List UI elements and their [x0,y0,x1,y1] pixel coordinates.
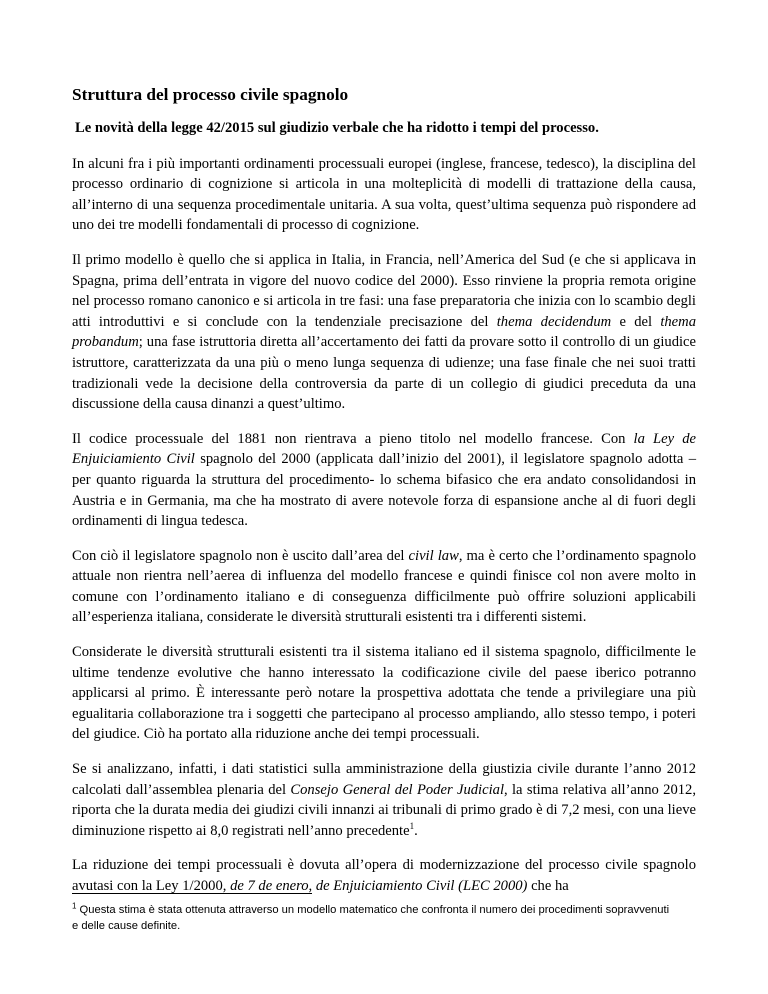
footnote-text: Questa stima è stata ottenuta attraverso un modello matematico che confronta il numero dei procedimenti sopravvenuti e delle cause definite. [72,904,670,932]
footnote-reference[interactable]: 1 [409,820,415,831]
footnote-divider [72,893,312,894]
paragraph-5: Considerate le diversità strutturali esistenti tra il sistema italiano ed il sistema spagnolo, difficilmente le ultime tendenze evolutive che hanno interessato la codificazione civile del paese iberico potranno applicarsi al primo. È interessante però notare la prospettiva adottata che tende a privilegiare una più egualitaria collaborazione tra i soggetti che partecipano al processo ampliando, allo stesso tempo, i poteri del giudice. Ciò ha portato alla riduzione anche dei tempi processuali. [72,644,696,743]
paragraph-1: In alcuni fra i più importanti ordinamenti processuali europei (inglese, francese, tedesco), la disciplina del processo ordinario di cognizione si articola in una molteplicità di modelli di trattazione della causa, all’interno di una sequenza procedimentale unitaria. A sua volta, quest’ultima sequenza può rispondere ad uno dei tre modelli fondamentali di processo di cognizione. [72,155,696,234]
paragraph-3: Il codice processuale del 1881 non rientrava a pieno titolo nel modello francese. Con la Ley de Enjuiciamiento Civil spagnolo del 2000 (applicata dall’inizio del 2001), il legislatore spagnolo adotta – per quanto riguarda la struttura del procedimento- lo schema bifasico che era andato consolidandosi in Austria e in Germania, ma che ha mostrato di avere notevole forza di espansione anche al di fuori degli ordinamenti di lingua tedesca. [72,430,696,530]
document-subtitle: Le novità della legge 42/2015 sul giudizio verbale che ha ridotto i tempi del processo. [75,120,599,136]
footnote-number: 1 [72,901,77,911]
paragraph-7: La riduzione dei tempi processuali è dovuta all’opera di modernizzazione del processo civile spagnolo avutasi con la Ley 1/2000, de 7 de enero, de Enjuiciamiento Civil (LEC 2000) che ha [72,857,696,894]
document-title: Struttura del processo civile spagnolo [72,85,349,104]
paragraph-6: Se si analizzano, infatti, i dati statistici sulla amministrazione della giustizia civile durante l’anno 2012 calcolati dall’assemblea plenaria del Consejo General del Poder Judicial, la stima relativa all’anno 2012, riporta che la durata media dei giudizi civili innanzi ai tribunali di primo grado è di 7,2 mesi, con una lieve diminuzione rispetto ai 8,0 registrati nell’anno precedente$^1$. [72,761,696,839]
paragraph-2: Il primo modello è quello che si applica in Italia, in Francia, nell’America del Sud (e che si applicava in Spagna, prima dell’entrata in vigore del nuovo codice del 2000). Esso rinviene la propria remota origine nel processo romano canonico e si articola in tre fasi: una fase preparatoria che inizia con lo scambio degli atti introduttivi e si conclude con la tendenziale precisazione del thema decidendum e del thema probandum; una fase istruttoria diretta all’accertamento dei fatti da provare sotto il controllo di un giudice istruttore, caratterizzata da una più o meno lunga sequenza di udienze; una fase finale che nei suoi tratti tradizionali vede la decisione della controversia da parte di un collegio di giudici preceduta da una discussione della causa dinanzi a quest’ultimo. [72,251,696,413]
footnote [72,902,672,934]
document-body [72,84,696,911]
paragraph-4: Con ciò il legislatore spagnolo non è uscito dall’area del civil law, ma è certo che l’ordinamento spagnolo attuale non rientra nell’aerea di influenza del modello francese e quindi finisce col non avere molto in comune con l’ordinamento italiano e di conseguenza difficilmente può offrire soluzioni applicabili all’esperienza italiana, considerate le diversità strutturali esistenti tra i differenti sistemi. [72,547,696,626]
